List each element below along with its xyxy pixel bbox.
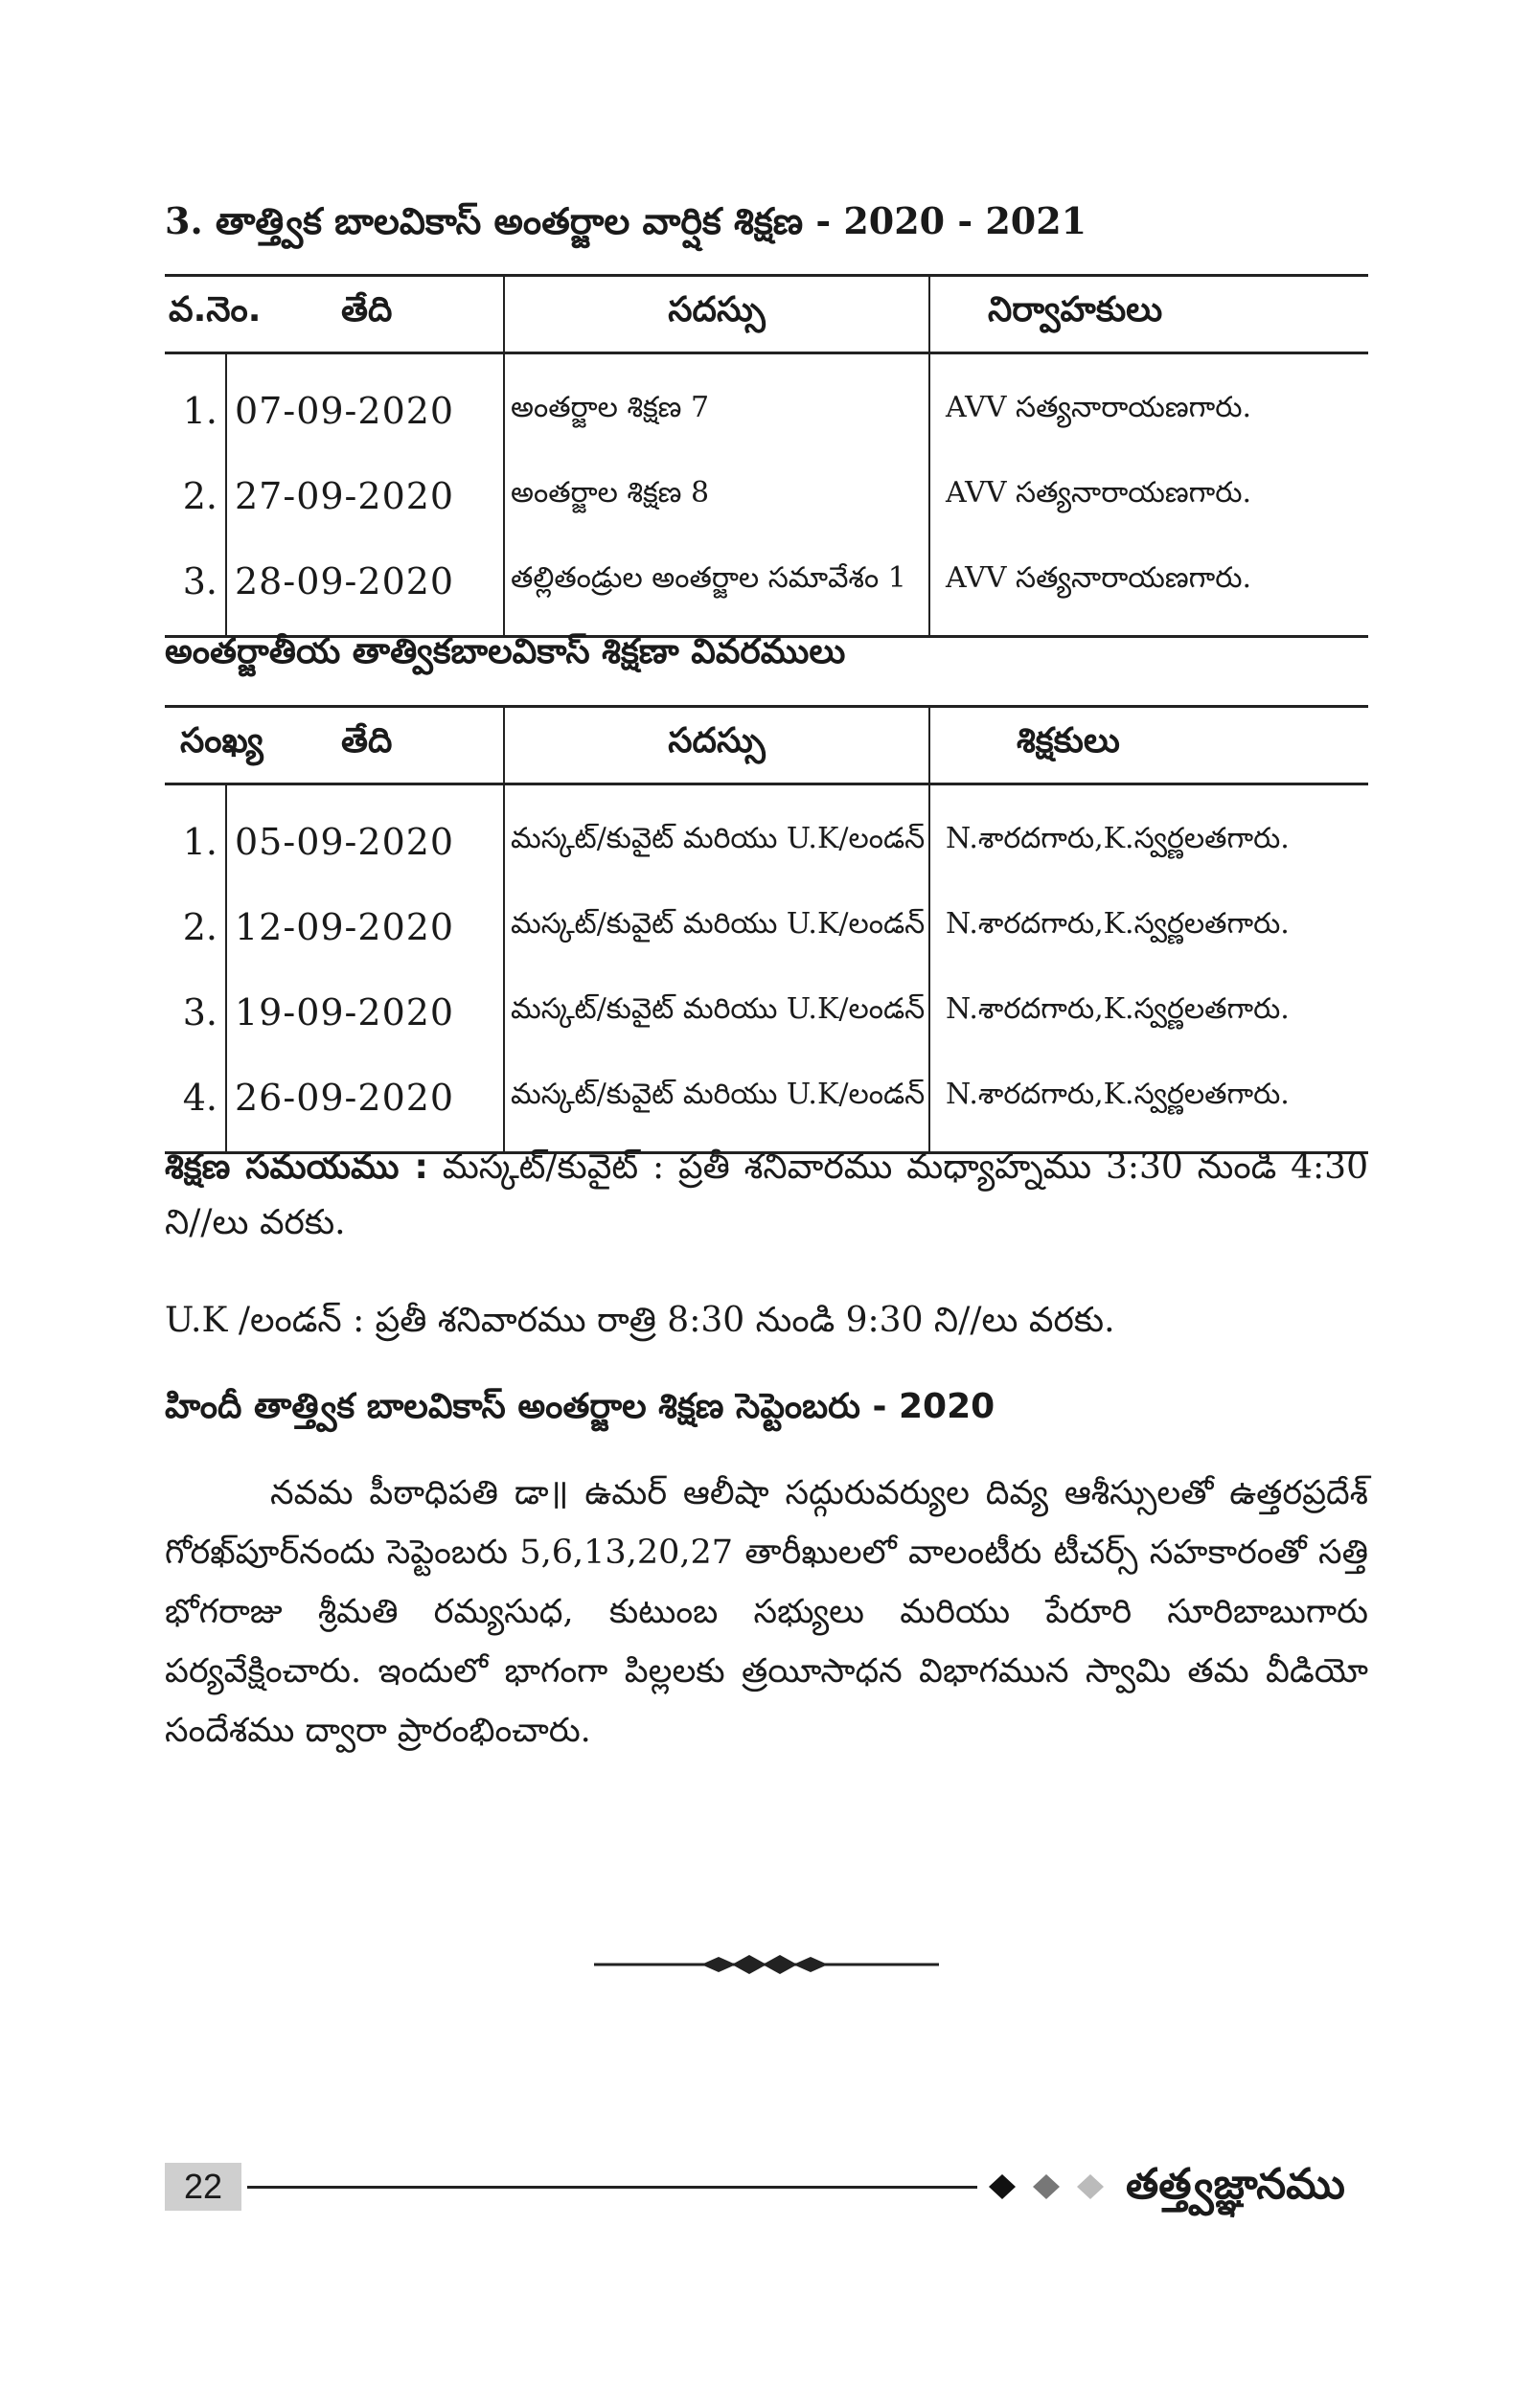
cell-session: తల్లితండ్రుల అంతర్జాల సమావేశం 1 (504, 538, 929, 637)
timing-label: శిక్షణ సమయము : (165, 1147, 428, 1187)
cell-date: 12-09-2020 (235, 905, 455, 948)
cell-sno: 4. (165, 1055, 226, 1153)
cell-session: మస్కట్/కువైట్ మరియు U.K/లండన్ (504, 884, 929, 969)
table-row (165, 884, 1368, 969)
table-row (165, 1055, 1368, 1153)
cell-session: అంతర్జాల శిక్షణ 7 (504, 353, 929, 454)
cell-sno: 1. (165, 353, 226, 454)
cell-sno: 3. (165, 538, 226, 637)
cell-organizer: AVV సత్యనారాయణగారు. (929, 538, 1368, 637)
cell-date: 19-09-2020 (235, 990, 455, 1034)
timing-muscat-kuwait: మస్కట్/కువైట్ : ప్రతీ శనివారము మధ్యాహ్నము 3:30 నుండి 4:30 ని//లు వరకు. (165, 1147, 1368, 1242)
cell-session: మస్కట్/కువైట్ మరియు U.K/లండన్ (504, 1055, 929, 1153)
section2-heading: అంతర్జాతీయ తాత్వికబాలవికాస్ శిక్షణా వివరములు (165, 632, 846, 671)
section1-heading: 3. తాత్త్విక బాలవికాస్ అంతర్జాల వార్షిక శిక్షణ - 2020 - 2021 (165, 199, 1087, 242)
table-row (165, 784, 1368, 885)
cell-organizer: N.శారదగారు,K.స్వర్ణలతగారు. (929, 784, 1368, 885)
book-title: తత్త్వజ్ఞానము (1126, 2160, 1345, 2209)
cell-organizer: N.శారదగారు,K.స్వర్ణలతగారు. (929, 884, 1368, 969)
section1-table (165, 274, 1368, 638)
cell-organizer: N.శారదగారు,K.స్వర్ణలతగారు. (929, 1055, 1368, 1153)
header-session: సదస్సు (504, 276, 929, 353)
cell-sno: 2. (165, 453, 226, 538)
section3-heading: హిందీ తాత్త్విక బాలవికాస్ అంతర్జాల శిక్షణ సెప్టెంబరు - 2020 (165, 1387, 995, 1426)
header-sno: వ.నెం. (165, 276, 226, 353)
cell-sno: 3. (165, 969, 226, 1055)
cell-date: 07-09-2020 (235, 389, 455, 432)
table-row (165, 453, 1368, 538)
section2-table (165, 705, 1368, 1154)
cell-date: 27-09-2020 (235, 474, 455, 517)
cell-session: మస్కట్/కువైట్ మరియు U.K/లండన్ (504, 969, 929, 1055)
header-sno: సంఖ్య (165, 707, 226, 784)
header-date: తేది (226, 276, 504, 353)
page-number: 22 (165, 2163, 241, 2211)
section3-paragraph: నవమ పీఠాధిపతి డా॥ ఉమర్ ఆలీషా సద్గురువర్యుల దివ్య ఆశీస్సులతో ఉత్తరప్రదేశ్ గోరఖ్‌పూర్‌నందు సెప్టెంబరు 5,6,13,20,27 తారీఖులలో వాలంటీరు టీచర్స్ సహకారంతో సత్తి భోగరాజు శ్రీమతి రమ్యసుధ, కుటుంబ సభ్యులు మరియు పేరూరి సూరిబాబుగారు పర్యవేక్షించారు. ఇందులో భాగంగా పిల్లలకు త్రయీసాధన విభాగమున స్వామి తమ వీడియో సందేశము ద్వారా ప్రారంభించారు. (165, 1474, 1368, 1750)
table-header-row (165, 707, 1368, 784)
header-session: సదస్సు (504, 707, 929, 784)
cell-organizer: N.శారదగారు,K.స్వర్ణలతగారు. (929, 969, 1368, 1055)
cell-session: మస్కట్/కువైట్ మరియు U.K/లండన్ (504, 784, 929, 885)
header-organizer: శిక్షకులు (929, 707, 1368, 784)
training-timing (165, 1140, 1368, 1251)
divider-ornament (594, 1950, 939, 1979)
cell-sno: 2. (165, 884, 226, 969)
table-row (165, 969, 1368, 1055)
header-organizer: నిర్వాహకులు (929, 276, 1368, 353)
table-header-row (165, 276, 1368, 353)
table-row (165, 538, 1368, 637)
cell-session: అంతర్జాల శిక్షణ 8 (504, 453, 929, 538)
cell-date: 26-09-2020 (226, 1055, 504, 1153)
header-date: తేది (226, 707, 504, 784)
diamond-icon (985, 2172, 1119, 2201)
timing-uk-london: U.K /లండన్ : ప్రతీ శనివారము రాత్రి 8:30 నుండి 9:30 ని//లు వరకు. (165, 1301, 1115, 1340)
cell-organizer: AVV సత్యనారాయణగారు. (929, 453, 1368, 538)
cell-organizer: AVV సత్యనారాయణగారు. (929, 353, 1368, 454)
cell-date: 28-09-2020 (226, 538, 504, 637)
footer-rule (247, 2186, 977, 2189)
table-row (165, 353, 1368, 454)
cell-date: 05-09-2020 (235, 820, 455, 863)
cell-sno: 1. (165, 784, 226, 885)
